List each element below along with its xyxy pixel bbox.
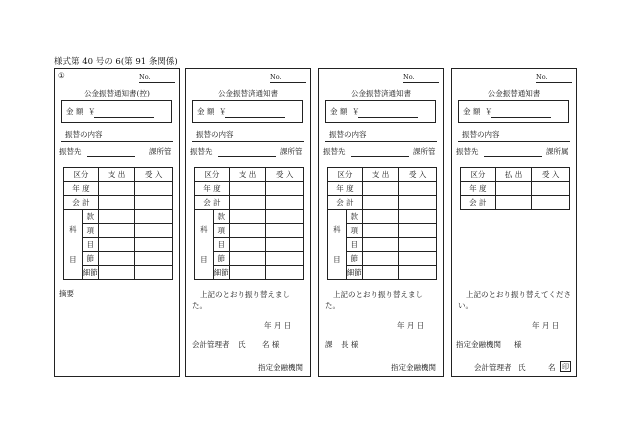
amount-box: [61, 100, 172, 123]
subject-kan: 款: [82, 210, 98, 224]
transfer-contents-label: 振替の内容: [462, 130, 500, 139]
signer-name-prefix: 氏: [238, 340, 246, 349]
remarks-label: 摘要: [59, 289, 74, 298]
completion-message: 上記のとおり振り替えました。: [192, 290, 290, 310]
division-label: 課所管: [413, 147, 436, 156]
transfer-to-label: 振替先: [456, 147, 479, 156]
slip-completion-chief: [318, 68, 444, 377]
yen-sign: ￥: [352, 107, 360, 116]
slip-completion-manager: [185, 68, 311, 377]
yen-sign: ￥: [219, 107, 227, 116]
chief-label: 課: [325, 340, 333, 349]
subject-label-top: 科: [69, 224, 77, 234]
contents-rule: [192, 141, 304, 142]
transfer-to-underline: [351, 156, 409, 157]
row-fiscal-year: 年 度: [195, 182, 230, 196]
subject-kou: 項: [346, 224, 362, 238]
designated-bank-label: 指定金融機関: [456, 340, 501, 349]
division-label: 課所管: [280, 147, 303, 156]
row-account: 会 計: [64, 196, 99, 210]
subject-label: [195, 210, 214, 280]
subject-label: [64, 210, 83, 280]
date-line: 年 月 日: [397, 321, 425, 330]
transfer-contents-label: 振替の内容: [196, 130, 234, 139]
header-expenditure: 支 出: [229, 168, 266, 182]
subject-moku: 目: [346, 238, 362, 252]
account-table: [460, 167, 570, 210]
transfer-to-underline: [87, 156, 135, 157]
signer-name-suffix: 名: [548, 363, 556, 372]
subject-setsu: 節: [213, 252, 229, 266]
amount-label: 金 額: [66, 107, 84, 116]
slip-heading: 公金振替通知書: [487, 89, 541, 98]
header-category: 区分: [195, 168, 230, 182]
header-receipt: 受 入: [135, 168, 173, 182]
yen-sign: ￥: [485, 107, 493, 116]
header-expenditure: 支 出: [362, 168, 399, 182]
date-line: 年 月 日: [264, 321, 292, 330]
amount-box: [458, 100, 569, 123]
date-line: 年 月 日: [532, 321, 560, 330]
circled-number: ①: [58, 71, 65, 80]
no-underline: [270, 82, 306, 83]
header-expenditure: 支 出: [98, 168, 135, 182]
subject-kou: 項: [82, 224, 98, 238]
form-title: 様式第 40 号の 6(第 91 条関係): [54, 57, 178, 67]
transfer-to-underline: [484, 156, 542, 157]
no-label: No.: [403, 73, 415, 81]
transfer-contents-label: 振替の内容: [329, 130, 367, 139]
transfer-to-label: 振替先: [190, 147, 213, 156]
slip-heading: 公金振替済通知書: [351, 89, 411, 98]
account-table: [327, 167, 437, 280]
row-fiscal-year: 年 度: [328, 182, 363, 196]
subject-saisetsu: 細節: [82, 266, 98, 280]
transfer-to-label: 振替先: [323, 147, 346, 156]
header-receipt: 受 入: [532, 168, 570, 182]
no-underline: [536, 82, 572, 83]
no-underline: [403, 82, 439, 83]
subject-setsu: 節: [82, 252, 98, 266]
row-account: 会 計: [195, 196, 230, 210]
header-receipt: 受 入: [399, 168, 437, 182]
seal-mark: 印: [562, 363, 569, 371]
amount-label: 金 額: [463, 107, 481, 116]
contents-rule: [61, 141, 173, 142]
slip-heading: 公金振替通知書(控): [84, 89, 150, 98]
yen-sign: ￥: [88, 107, 96, 116]
subject-setsu: 節: [346, 252, 362, 266]
header-category: 区分: [461, 168, 496, 182]
slip-control-copy: [54, 68, 180, 377]
contents-rule: [325, 141, 437, 142]
no-label: No.: [270, 73, 282, 81]
account-table: [194, 167, 304, 280]
designated-bank-label: 指定金融機関: [258, 363, 303, 372]
subject-label-top: 科: [333, 224, 341, 234]
signer-name-suffix: 名 様: [262, 340, 280, 349]
designated-bank-label: 指定金融機関: [391, 363, 436, 372]
amount-underline: [94, 117, 154, 118]
account-table: [63, 167, 173, 280]
header-payout: 払 出: [495, 168, 532, 182]
subject-moku: 目: [213, 238, 229, 252]
header-category: 区分: [328, 168, 363, 182]
row-fiscal-year: 年 度: [64, 182, 99, 196]
bank-suffix: 様: [514, 340, 522, 349]
row-account: 会 計: [461, 196, 496, 210]
signer-name-prefix: 氏: [518, 363, 526, 372]
transfer-contents-label: 振替の内容: [65, 130, 103, 139]
no-label: No.: [139, 73, 151, 81]
subject-kan: 款: [213, 210, 229, 224]
subject-label-top: 科: [200, 224, 208, 234]
subject-moku: 目: [82, 238, 98, 252]
slip-heading: 公金振替済通知書: [218, 89, 278, 98]
subject-label-bottom: 目: [69, 254, 77, 264]
slip-transfer-notice: [451, 68, 577, 377]
completion-message: 上記のとおり振り替えました。: [325, 290, 423, 310]
subject-label-bottom: 目: [333, 254, 341, 264]
transfer-request-message: 上記のとおり振り替えてください。: [458, 290, 571, 310]
subject-saisetsu: 細節: [346, 266, 362, 280]
signer-label: 会計管理者: [192, 340, 230, 349]
amount-box: [325, 100, 436, 123]
row-account: 会 計: [328, 196, 363, 210]
subject-label: [328, 210, 347, 280]
no-underline: [139, 82, 175, 83]
transfer-to-label: 振替先: [59, 147, 82, 156]
amount-underline: [225, 117, 285, 118]
amount-underline: [491, 117, 551, 118]
amount-box: [192, 100, 303, 123]
subject-kou: 項: [213, 224, 229, 238]
chief-title: 長 様: [341, 340, 359, 349]
division-label: 課所管: [149, 147, 172, 156]
amount-underline: [358, 117, 418, 118]
amount-label: 金 額: [197, 107, 215, 116]
subject-label-bottom: 目: [200, 254, 208, 264]
amount-label: 金 額: [330, 107, 348, 116]
subject-saisetsu: 細節: [213, 266, 229, 280]
transfer-to-underline: [218, 156, 276, 157]
contents-rule: [458, 141, 570, 142]
subject-kan: 款: [346, 210, 362, 224]
signer-label: 会計管理者: [474, 363, 512, 372]
row-fiscal-year: 年 度: [461, 182, 496, 196]
header-receipt: 受 入: [266, 168, 304, 182]
header-category: 区分: [64, 168, 99, 182]
no-label: No.: [536, 73, 548, 81]
division-label: 課所属: [546, 147, 569, 156]
